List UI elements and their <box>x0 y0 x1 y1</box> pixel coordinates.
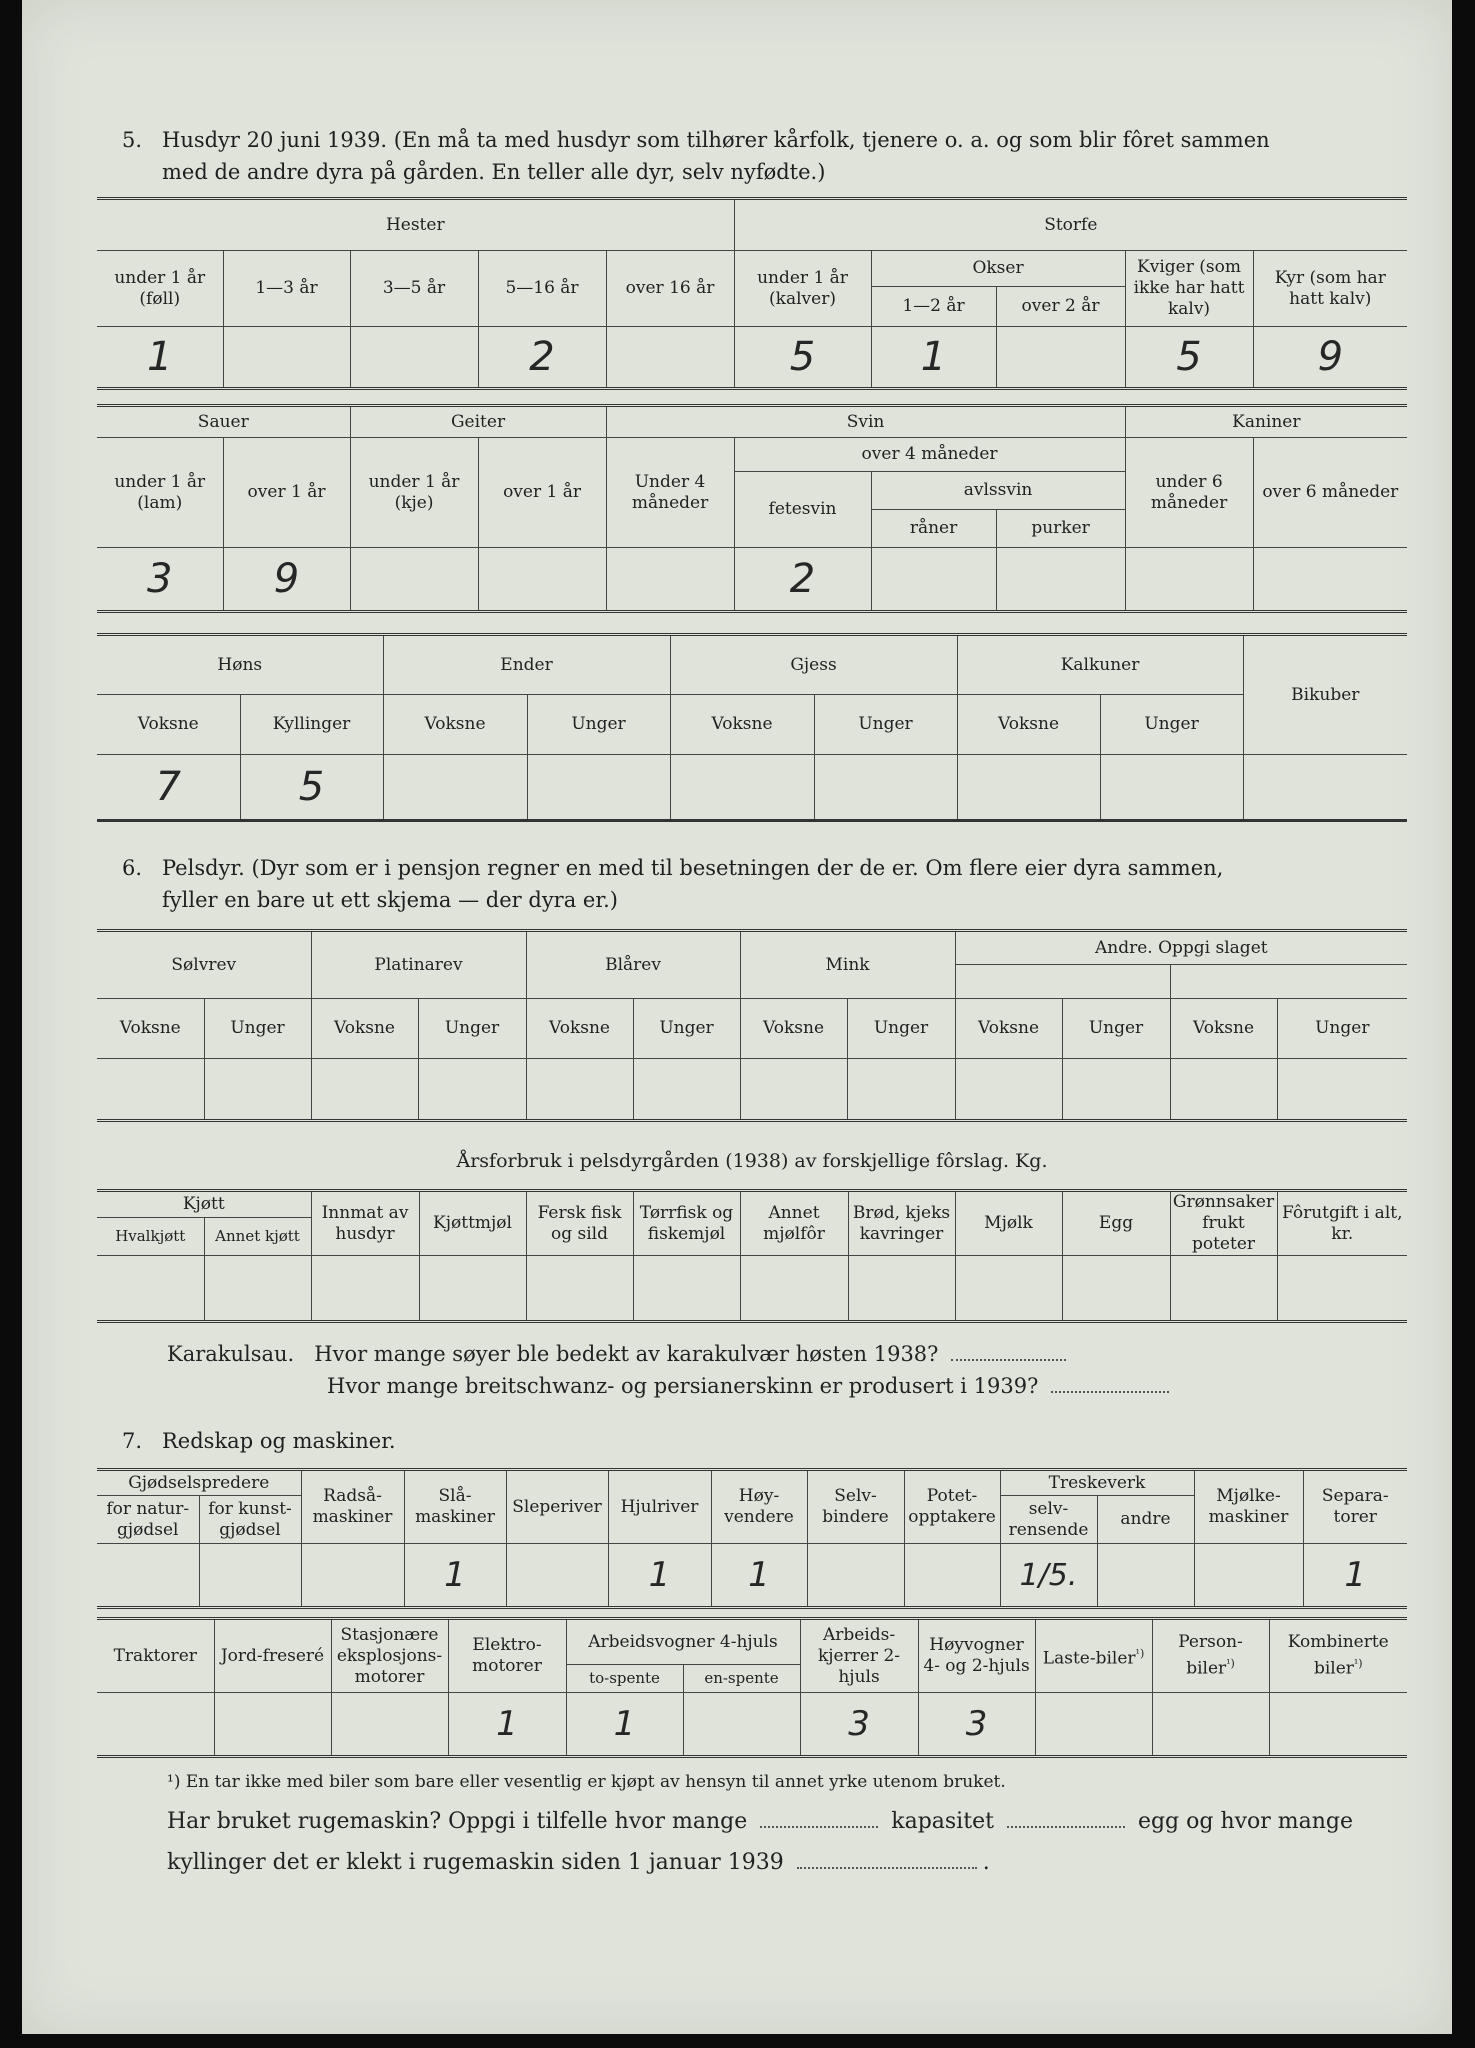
col-natur-gjodsel: for natur-gjødsel <box>97 1496 199 1544</box>
rugemaskin-line2: kyllinger det er klekt i rugemaskin siden 1 januar 1939 . <box>167 1850 990 1875</box>
header-treskeverk: Treskeverk <box>1000 1470 1194 1496</box>
value-cell[interactable] <box>383 755 527 821</box>
section-7-title: Redskap og maskiner. <box>162 1429 396 1453</box>
col-radsa: Radså-maskiner <box>301 1470 404 1544</box>
header-geiter: Geiter <box>350 406 606 438</box>
col-bikuber: Bikuber <box>1243 635 1407 755</box>
value-cell[interactable]: 3 <box>918 1693 1035 1757</box>
header-ender: Ender <box>383 635 670 695</box>
col-hester-1-3: 1—3 år <box>223 251 350 327</box>
header-solvrev: Sølvrev <box>97 931 311 999</box>
col-brod: Brød, kjeks kavringer <box>848 1191 955 1256</box>
value-cell[interactable] <box>683 1693 800 1757</box>
andre-slag-1[interactable] <box>955 965 1170 999</box>
value-cell[interactable] <box>1035 1693 1152 1757</box>
col-voksne: Voksne <box>955 999 1062 1059</box>
value-cell[interactable] <box>97 1059 204 1121</box>
value-cell[interactable] <box>633 1256 740 1322</box>
karakul-answer-1[interactable] <box>951 1359 1066 1361</box>
value-cell[interactable] <box>418 1059 526 1121</box>
col-okser-1-2: 1—2 år <box>871 287 996 327</box>
header-svin: Svin <box>606 406 1125 438</box>
lastebiler-label: Laste-biler <box>1042 1648 1136 1669</box>
col-geiter-over-1: over 1 år <box>478 438 606 548</box>
value-cell[interactable]: 5 <box>734 327 871 389</box>
col-unger: Unger <box>1277 999 1407 1059</box>
value-cell[interactable]: 5 <box>240 755 383 821</box>
col-raner: råner <box>871 510 996 548</box>
section-number: 7. <box>122 1429 143 1453</box>
header-kalkuner: Kalkuner <box>957 635 1243 695</box>
value-cell[interactable] <box>350 548 478 612</box>
col-kaniner-under-6: under 6 måneder <box>1125 438 1253 548</box>
value-cell[interactable] <box>204 1059 311 1121</box>
value-cell[interactable] <box>419 1256 526 1322</box>
table-fjarkre <box>97 633 1407 822</box>
value-cell[interactable]: 2 <box>734 548 871 612</box>
rugemaskin-antall[interactable] <box>760 1826 878 1828</box>
value-cell[interactable] <box>1097 1544 1194 1608</box>
header-arbeidsvogner: Arbeidsvogner 4-hjuls <box>566 1619 800 1665</box>
col-sauer-over-1: over 1 år <box>223 438 350 548</box>
table-sauer-geiter-svin-kaniner <box>97 404 1407 613</box>
header-blarev: Blårev <box>526 931 740 999</box>
col-selvbindere: Selv-bindere <box>807 1470 904 1544</box>
value-cell[interactable] <box>1062 1256 1170 1322</box>
header-andre: Andre. Oppgi slaget <box>955 931 1407 965</box>
table-pelsdyr <box>97 929 1407 1122</box>
table-forbruk <box>97 1189 1407 1323</box>
value-cell[interactable] <box>1062 1059 1170 1121</box>
col-elektromotorer: Elektro-motorer <box>448 1619 566 1693</box>
karakul-question-2: Hvor mange breitschwanz- og persianerskinn er produsert i 1939? <box>327 1374 1039 1398</box>
value-cell[interactable]: 1 <box>608 1544 711 1608</box>
section-number: 5. <box>122 128 143 152</box>
col-kyr: Kyr (som har hatt kalv) <box>1253 251 1407 327</box>
col-torrfisk: Tørrfisk og fiskemjøl <box>633 1191 740 1256</box>
section-number: 6. <box>122 856 143 880</box>
value-cell[interactable]: 5 <box>1125 327 1253 389</box>
col-kviger: Kviger (som ikke har hatt kalv) <box>1125 251 1253 327</box>
col-voksne: Voksne <box>97 999 204 1059</box>
value-cell[interactable] <box>847 1059 955 1121</box>
col-potetopptakere: Potet-opptakere <box>904 1470 1000 1544</box>
col-voksne: Voksne <box>526 999 633 1059</box>
section-7-heading <box>122 1424 1422 1458</box>
section-5-line1: Husdyr 20 juni 1939. (En må ta med husdyr som tilhører kårfolk, tjenere o. a. og som blir fôret sammen <box>162 128 1270 152</box>
header-platinarev: Platinarev <box>311 931 526 999</box>
col-storfe-under-1: under 1 år (kalver) <box>734 251 871 327</box>
value-cell[interactable] <box>223 327 350 389</box>
value-cell[interactable] <box>506 1544 608 1608</box>
kyllinger-question: kyllinger det er klekt i rugemaskin siden 1 januar 1939 <box>167 1850 784 1875</box>
forbruk-title: Årsforbruk i pelsdyrgården (1938) av forskjellige fôrslag. Kg. <box>456 1150 1048 1172</box>
header-svin-over-4: over 4 måneder <box>734 438 1125 472</box>
personbiler-label: Person-biler <box>1178 1632 1243 1679</box>
col-hons-voksne: Voksne <box>97 695 240 755</box>
value-cell[interactable] <box>740 1059 847 1121</box>
col-hjulriver: Hjulriver <box>608 1470 711 1544</box>
table-redskap-1 <box>97 1468 1407 1609</box>
value-cell[interactable] <box>1277 1256 1407 1322</box>
col-gjess-voksne: Voksne <box>670 695 814 755</box>
section-5-heading <box>122 123 1422 157</box>
value-cell[interactable] <box>957 755 1100 821</box>
value-cell[interactable] <box>1277 1059 1407 1121</box>
value-cell[interactable]: 3 <box>800 1693 918 1757</box>
header-kaniner: Kaniner <box>1125 406 1407 438</box>
col-ender-voksne: Voksne <box>383 695 527 755</box>
header-kjott: Kjøtt <box>97 1191 311 1218</box>
col-stasjonaere: Stasjonære eksplosjons-motorer <box>331 1619 448 1693</box>
col-voksne: Voksne <box>740 999 847 1059</box>
col-unger: Unger <box>633 999 740 1059</box>
header-hester: Hester <box>97 199 734 251</box>
value-cell[interactable] <box>740 1256 848 1322</box>
col-personbiler <box>1152 1619 1269 1693</box>
karakul-line2 <box>327 1370 1417 1402</box>
value-cell[interactable]: 1 <box>404 1544 506 1608</box>
col-sauer-under-1: under 1 år (lam) <box>97 438 223 548</box>
kyllinger-field[interactable] <box>797 1867 977 1869</box>
col-voksne: Voksne <box>1170 999 1277 1059</box>
col-okser-over-2: over 2 år <box>996 287 1125 327</box>
footnote-mark: ¹) <box>1226 1657 1235 1671</box>
kapasitet-label: kapasitet <box>891 1809 994 1834</box>
table-hester-storfe <box>97 197 1407 390</box>
col-hons-kyllinger: Kyllinger <box>240 695 383 755</box>
col-hester-3-5: 3—5 år <box>350 251 478 327</box>
value-cell[interactable] <box>904 1544 1000 1608</box>
kapasitet-field[interactable] <box>1007 1826 1125 1828</box>
col-unger: Unger <box>204 999 311 1059</box>
header-hons: Høns <box>97 635 383 695</box>
value-cell[interactable] <box>807 1544 904 1608</box>
value-cell[interactable]: 1 <box>97 327 223 389</box>
value-cell[interactable] <box>1253 548 1407 612</box>
karakul-question-1: Hvor mange søyer ble bedekt av karakulvær høsten 1938? <box>314 1342 939 1366</box>
value-cell[interactable] <box>848 1256 955 1322</box>
col-mjolk: Mjølk <box>955 1191 1062 1256</box>
header-okser: Okser <box>871 251 1125 287</box>
value-cell[interactable] <box>606 327 734 389</box>
value-cell[interactable] <box>478 548 606 612</box>
col-egg: Egg <box>1062 1191 1170 1256</box>
value-cell[interactable]: 1/5. <box>1000 1544 1097 1608</box>
rugemaskin-question: Har bruket rugemaskin? Oppgi i tilfelle hvor mange <box>167 1809 748 1834</box>
value-cell[interactable] <box>526 1256 633 1322</box>
col-tospente: to-spente <box>566 1665 683 1693</box>
section-5-line2: med de andre dyra på gården. En teller alle dyr, selv nyfødte.) <box>162 160 826 184</box>
value-cell[interactable] <box>311 1059 418 1121</box>
value-cell[interactable]: 1 <box>871 327 996 389</box>
value-cell[interactable] <box>996 548 1125 612</box>
value-cell[interactable] <box>814 755 957 821</box>
value-cell[interactable] <box>955 1059 1062 1121</box>
kombinerte-label: Kombinerte biler <box>1287 1632 1389 1679</box>
col-hester-under-1: under 1 år (føll) <box>97 251 223 327</box>
header-avlssvin: avlssvin <box>871 472 1125 510</box>
col-gronnsaker: Grønnsaker frukt poteter <box>1170 1191 1277 1256</box>
value-cell[interactable] <box>311 1256 419 1322</box>
value-cell[interactable]: 7 <box>97 755 240 821</box>
col-annet-mjolfor: Annet mjølfôr <box>740 1191 848 1256</box>
value-cell[interactable] <box>1170 1256 1277 1322</box>
col-purker: purker <box>996 510 1125 548</box>
value-cell[interactable] <box>214 1693 331 1757</box>
col-fetesvin: fetesvin <box>734 472 871 548</box>
col-kombinerte <box>1269 1619 1407 1693</box>
col-arbeidskjerrer: Arbeids-kjerrer 2-hjuls <box>800 1619 918 1693</box>
value-cell[interactable] <box>97 1544 199 1608</box>
col-unger: Unger <box>847 999 955 1059</box>
value-cell[interactable]: 2 <box>478 327 606 389</box>
value-cell[interactable] <box>996 327 1125 389</box>
value-cell[interactable] <box>1269 1693 1407 1757</box>
value-cell[interactable]: 9 <box>1253 327 1407 389</box>
value-cell[interactable] <box>606 548 734 612</box>
col-sleperiver: Sleperiver <box>506 1470 608 1544</box>
header-mink: Mink <box>740 931 955 999</box>
col-geiter-under-1: under 1 år (kje) <box>350 438 478 548</box>
section-6-line2: fyller en bare ut ett skjema — der dyra er.) <box>162 888 618 912</box>
form-sheet <box>22 0 1452 2034</box>
col-kalkuner-voksne: Voksne <box>957 695 1100 755</box>
footnote: ¹) En tar ikke med biler som bare eller vesentlig er kjøpt av hensyn til annet yrke utenom bruket. <box>167 1772 1006 1792</box>
value-cell[interactable]: 9 <box>223 548 350 612</box>
value-cell[interactable] <box>1170 1059 1277 1121</box>
col-svin-under-4: Under 4 måneder <box>606 438 734 548</box>
value-cell[interactable] <box>350 327 478 389</box>
col-treskeverk-andre: andre <box>1097 1496 1194 1544</box>
value-cell[interactable] <box>199 1544 301 1608</box>
col-hoyvogner: Høyvogner 4- og 2-hjuls <box>918 1619 1035 1693</box>
value-cell[interactable]: 1 <box>566 1693 683 1757</box>
col-kunst-gjodsel: for kunst-gjødsel <box>199 1496 301 1544</box>
karakul-line1 <box>167 1338 1417 1370</box>
table-redskap-2 <box>97 1617 1407 1758</box>
col-voksne: Voksne <box>311 999 418 1059</box>
value-cell[interactable] <box>1125 548 1253 612</box>
value-cell[interactable]: 1 <box>448 1693 566 1757</box>
value-cell[interactable] <box>1194 1544 1303 1608</box>
col-kaniner-over-6: over 6 måneder <box>1253 438 1407 548</box>
col-annet-kjott: Annet kjøtt <box>204 1218 311 1256</box>
col-hoyvendere: Høy-vendere <box>711 1470 807 1544</box>
col-lastebiler <box>1035 1619 1152 1693</box>
col-hester-over-16: over 16 år <box>606 251 734 327</box>
value-cell[interactable] <box>301 1544 404 1608</box>
value-cell[interactable] <box>527 755 670 821</box>
value-cell[interactable] <box>526 1059 633 1121</box>
col-selvrensende: selv-rensende <box>1000 1496 1097 1544</box>
col-enspente: en-spente <box>683 1665 800 1693</box>
col-gjess-unger: Unger <box>814 695 957 755</box>
value-cell[interactable] <box>204 1256 311 1322</box>
col-ender-unger: Unger <box>527 695 670 755</box>
header-gjodselspredere: Gjødselspredere <box>97 1470 301 1496</box>
value-cell[interactable]: 3 <box>97 548 223 612</box>
footnote-mark: ¹) <box>1135 1646 1145 1660</box>
header-sauer: Sauer <box>97 406 350 438</box>
header-storfe: Storfe <box>734 199 1407 251</box>
col-unger: Unger <box>418 999 526 1059</box>
col-hester-5-16: 5—16 år <box>478 251 606 327</box>
value-cell[interactable] <box>955 1256 1062 1322</box>
header-gjess: Gjess <box>670 635 957 695</box>
rugemaskin-line1 <box>167 1804 1417 1840</box>
footnote-mark: ¹) <box>1353 1657 1363 1671</box>
value-cell[interactable] <box>97 1256 204 1322</box>
col-forutgift: Fôrutgift i alt, kr. <box>1277 1191 1407 1256</box>
value-cell[interactable] <box>1100 755 1243 821</box>
value-cell[interactable] <box>633 1059 740 1121</box>
col-sla: Slå-maskiner <box>404 1470 506 1544</box>
col-jordfresere: Jord-freseré <box>214 1619 331 1693</box>
value-cell[interactable] <box>1152 1693 1269 1757</box>
value-cell[interactable] <box>871 548 996 612</box>
value-cell[interactable] <box>670 755 814 821</box>
col-hvalkjott: Hvalkjøtt <box>97 1218 204 1256</box>
col-mjolkemaskiner: Mjølke-maskiner <box>1194 1470 1303 1544</box>
col-unger: Unger <box>1062 999 1170 1059</box>
andre-slag-2[interactable] <box>1170 965 1407 999</box>
value-cell[interactable] <box>1243 755 1407 821</box>
section-6-heading <box>122 851 1422 885</box>
karakul-answer-2[interactable] <box>1051 1391 1169 1393</box>
col-traktorer: Traktorer <box>97 1619 214 1693</box>
col-innmat: Innmat av husdyr <box>311 1191 419 1256</box>
col-separatorer: Separa-torer <box>1303 1470 1407 1544</box>
karakul-label: Karakulsau. <box>167 1342 295 1366</box>
value-cell[interactable]: 1 <box>1303 1544 1407 1608</box>
egg-label: egg og hvor mange <box>1137 1809 1354 1834</box>
value-cell[interactable] <box>97 1693 214 1757</box>
col-fersk-fisk: Fersk fisk og sild <box>526 1191 633 1256</box>
col-kalkuner-unger: Unger <box>1100 695 1243 755</box>
section-6-line1: Pelsdyr. (Dyr som er i pensjon regner en med til besetningen der de er. Om flere eier dyra sammen, <box>162 856 1224 880</box>
value-cell[interactable] <box>331 1693 448 1757</box>
value-cell[interactable]: 1 <box>711 1544 807 1608</box>
col-kjottmjol: Kjøttmjøl <box>419 1191 526 1256</box>
